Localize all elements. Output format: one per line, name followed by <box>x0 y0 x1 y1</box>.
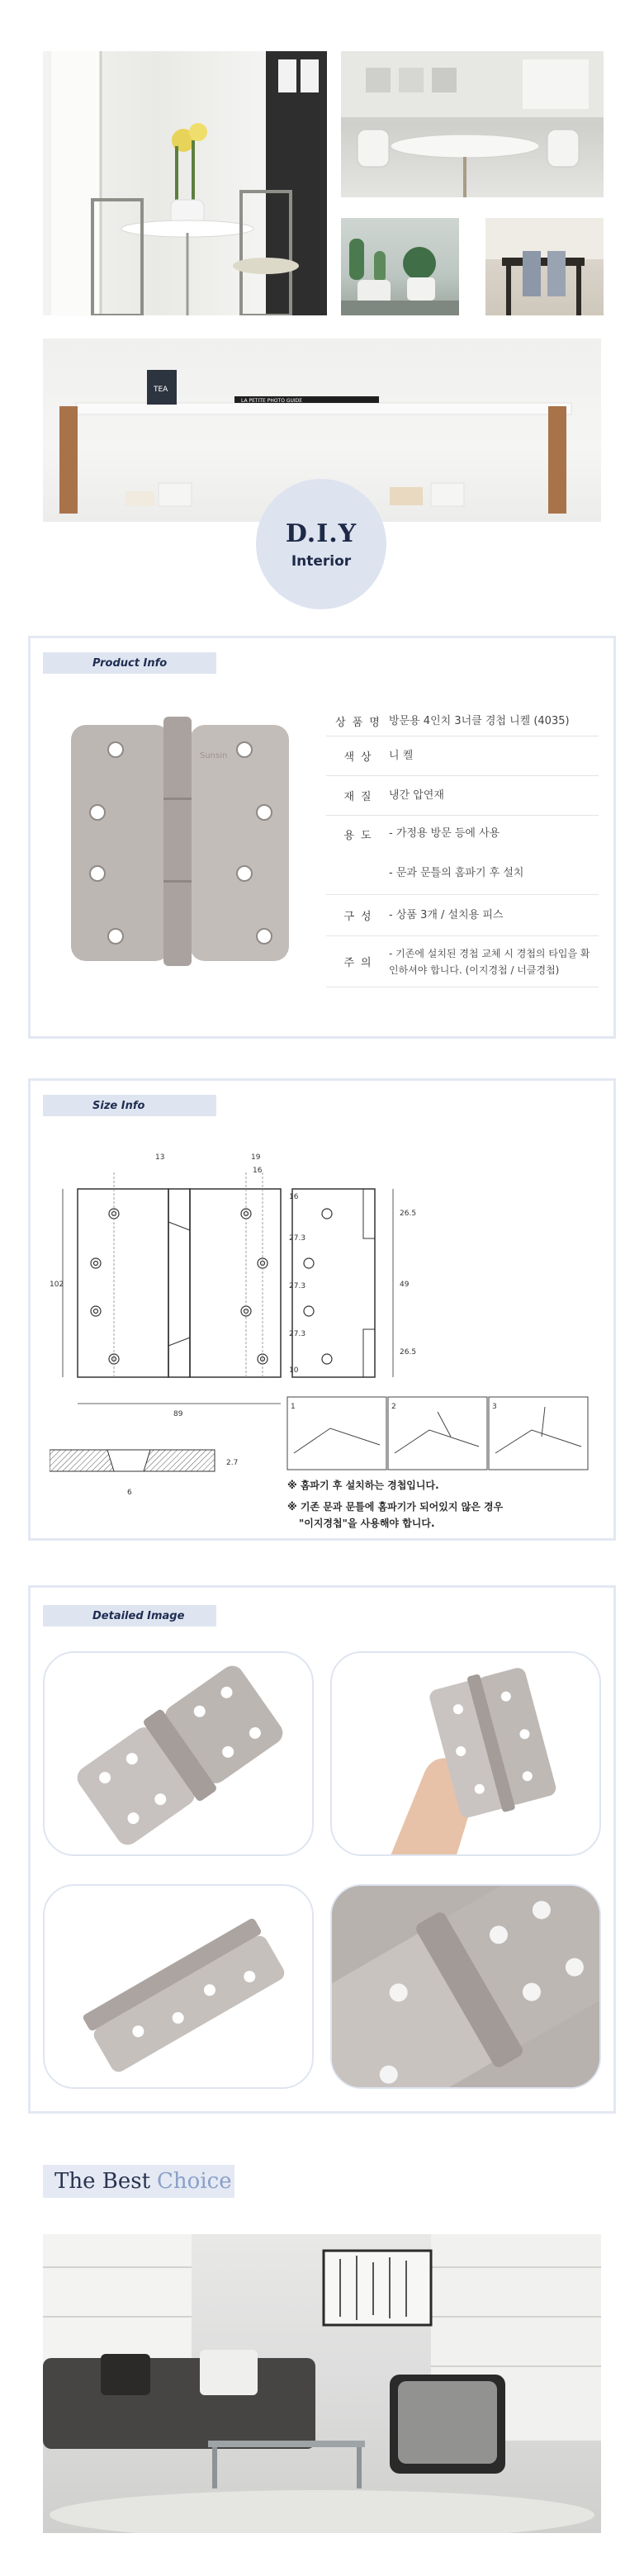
size-note-2: ※ 기존 문과 문틀에 홈파기가 되어있지 않은 경우 <box>287 1501 504 1513</box>
spec-key: 구성 <box>343 911 378 923</box>
dim-side-top: 26.5 <box>400 1210 417 1218</box>
diy-title: D.I.Y <box>285 519 358 548</box>
dim-top-left: 13 <box>155 1153 165 1162</box>
size-note-1: ※ 홈파기 후 설치하는 경첩입니다. <box>287 1480 439 1491</box>
spec-key: 용도 <box>343 829 378 842</box>
hinge-product-image <box>69 715 291 968</box>
dining-table-photo <box>485 218 604 315</box>
best-choice-title <box>43 2165 234 2198</box>
spec-key: 상품명 <box>335 717 386 729</box>
living-room-photo <box>43 2234 601 2533</box>
diy-subtitle: Interior <box>291 552 352 570</box>
dim-side-mid: 49 <box>400 1281 410 1289</box>
spec-key: 색상 <box>343 751 378 764</box>
spec-row-name <box>326 707 599 736</box>
best-choice-main: The Best <box>54 2169 151 2194</box>
dim-width: 89 <box>173 1410 183 1418</box>
book-spine: LA PETITE PHOTO GUIDE <box>241 398 303 404</box>
spec-value: - 기존에 설치된 경첩 교체 시 경첩의 타입을 확인하셔야 합니다. (이지경첩 / 너클경첩) <box>389 947 590 976</box>
detailed-image-tag: Detailed Image <box>43 1605 216 1627</box>
office-chairs-photo <box>341 51 604 197</box>
size-info-tag: Size Info <box>43 1095 216 1116</box>
best-choice-accent: Choice <box>157 2169 232 2194</box>
dim-spacing-1: 27.3 <box>289 1234 306 1243</box>
dim-top-right: 19 <box>251 1153 261 1162</box>
cactus-plants-photo <box>341 218 459 315</box>
spec-row-usage <box>326 816 599 852</box>
spec-value: - 가정용 방문 등에 사용 <box>389 827 500 840</box>
spec-value: 방문용 4인치 3너클 경첩 니켈 (4035) <box>389 714 570 727</box>
spec-row-usage-2 <box>326 852 599 895</box>
spec-key: 재질 <box>343 791 378 803</box>
spec-value: 냉간 압연재 <box>389 788 444 802</box>
dim-spacing-3: 27.3 <box>289 1330 306 1338</box>
spec-key: 주의 <box>343 957 378 969</box>
dim-height: 102 <box>50 1281 64 1289</box>
dim-top-inner: 16 <box>253 1167 263 1175</box>
dim-screw-depth: 2.7 <box>226 1459 239 1467</box>
hinge-angle-photo <box>43 1651 314 1856</box>
hinge-side-photo <box>43 1884 314 2089</box>
spec-row-color <box>326 736 599 776</box>
size-note-3: "이지경첩"을 사용해야 합니다. <box>299 1518 435 1529</box>
brand-stamp: Sunsin <box>200 751 228 760</box>
spec-row-material <box>326 776 599 816</box>
step-1: 1 <box>291 1403 296 1411</box>
dim-right-bottom: 10 <box>289 1366 299 1375</box>
spec-row-caution <box>326 936 599 987</box>
dim-spacing-2: 27.3 <box>289 1282 306 1290</box>
spec-value: - 상품 3개 / 설치용 피스 <box>389 908 504 921</box>
spec-value: - 문과 문틀의 홈파기 후 설치 <box>389 866 524 879</box>
spec-row-components <box>326 895 599 936</box>
diy-interior-badge <box>256 479 386 609</box>
product-info-tag: Product Info <box>43 652 216 674</box>
hinge-in-hand-photo <box>330 1651 601 1856</box>
size-diagram <box>50 1139 594 1519</box>
dining-room-photo <box>43 51 327 315</box>
book-tag: TEA <box>154 386 168 394</box>
step-3: 3 <box>492 1403 497 1411</box>
spec-value: 니 켈 <box>389 749 414 762</box>
step-2: 2 <box>391 1403 396 1411</box>
hinge-closeup-photo <box>330 1884 601 2089</box>
dim-side-bottom: 26.5 <box>400 1348 417 1357</box>
dim-right-top: 16 <box>289 1193 299 1201</box>
dim-screw-width: 6 <box>127 1489 132 1497</box>
